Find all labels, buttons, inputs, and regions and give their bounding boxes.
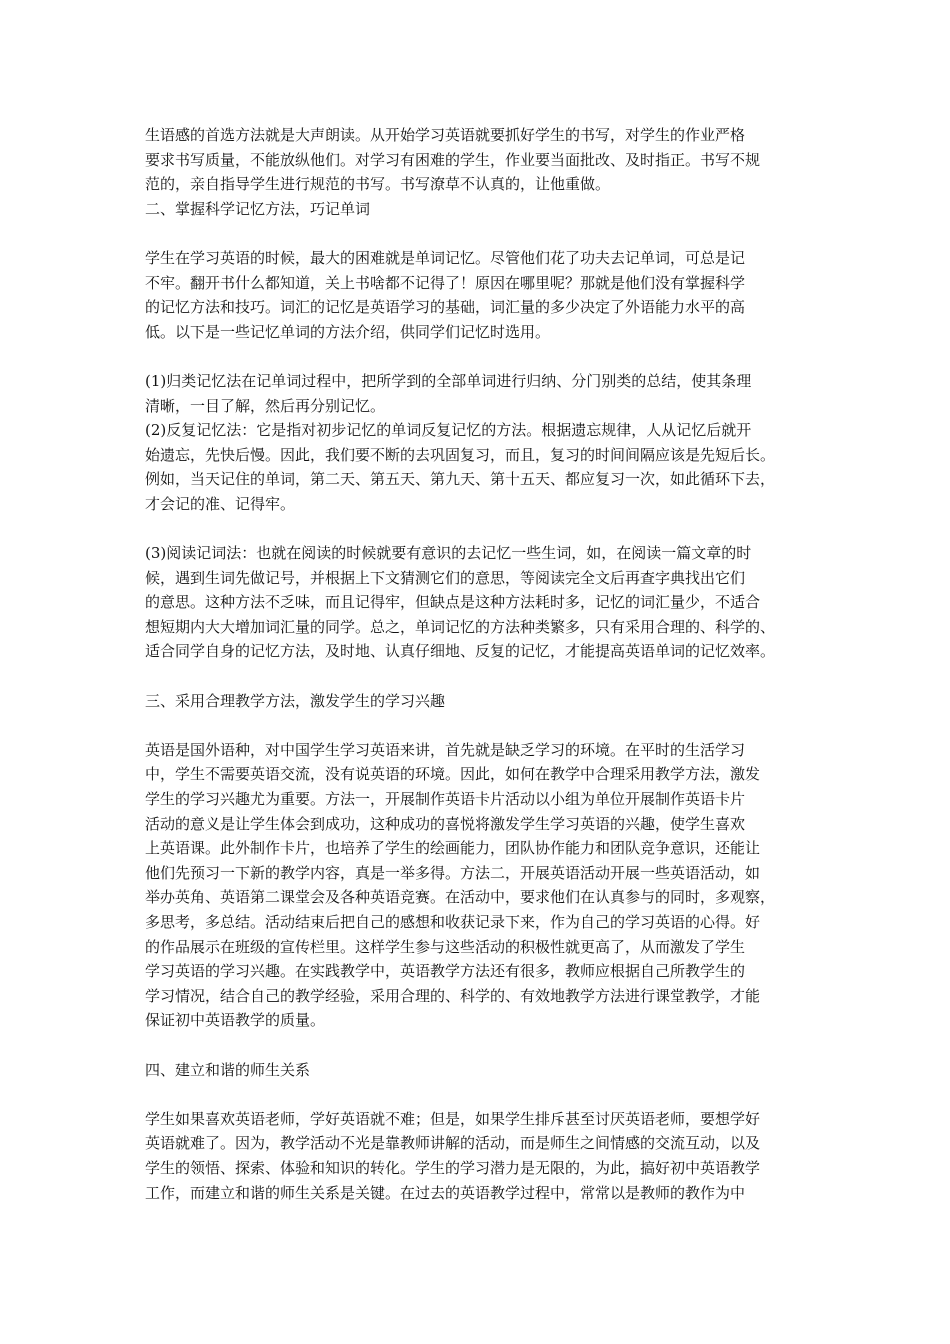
text-line: 的意思。这种方法不乏味，而且记得牢，但缺点是这种方法耗时多，记忆的词汇量少，不适合: [145, 593, 761, 612]
text-line: 工作，而建立和谐的师生关系是关键。在过去的英语教学过程中，常常以是教师的教作为中: [145, 1183, 746, 1202]
text-line: 举办英角、英语第二课堂会及各种英语竞赛。在活动中，要求他们在认真参与的同时，多观察，: [145, 888, 776, 907]
text-line: 他们先预习一下新的教学内容，真是一举多得。方法二，开展英语活动开展一些英语活动，如: [145, 863, 761, 882]
paragraph-spacer: [145, 713, 817, 738]
text-line: 的作品展示在班级的宣传栏里。这样学生参与这些活动的积极性就更高了，从而激发了学生: [145, 937, 746, 956]
text-line: 始遗忘，先快后慢。因此，我们要不断的去巩固复习，而且，复习的时间间隔应该是先短后长。: [145, 445, 776, 464]
text-line: 中，学生不需要英语交流，没有说英语的环境。因此，如何在教学中合理采用教学方法，激发: [145, 765, 761, 784]
text-line: 不牢。翻开书什么都知道，关上书啥都不记得了！原因在哪里呢？那就是他们没有掌握科学: [145, 273, 746, 292]
text-line: 学习英语的学习兴趣。在实践教学中，英语教学方法还有很多，教师应根据自己所教学生的: [145, 962, 746, 981]
text-line: 想短期内大大增加词汇量的同学。总之，单词记忆的方法种类繁多，只有采用合理的、科学的、: [145, 617, 776, 636]
text-line: 学生如果喜欢英语老师，学好英语就不难；但是，如果学生排斥甚至讨厌英语老师，要想学好: [145, 1109, 761, 1128]
paragraph-spacer: [145, 344, 817, 369]
text-line: 适合同学自身的记忆方法，及时地、认真仔细地、反复的记忆，才能提高英语单词的记忆效率。: [145, 642, 776, 661]
paragraph-teacher-student: [145, 1107, 817, 1205]
text-line: 学生的领悟、探索、体验和知识的转化。学生的学习潜力是无限的，为此，搞好初中英语教学: [145, 1158, 761, 1177]
text-line: (3)阅读记词法：也就在阅读的时候就要有意识的去记忆一些生词，如，在阅读一篇文章的时: [145, 544, 752, 563]
text-line: 活动的意义是让学生体会到成功，这种成功的喜悦将激发学生学习英语的兴趣，使学生喜欢: [145, 814, 746, 833]
paragraph-spacer: [145, 1033, 817, 1058]
text-line: 例如，当天记住的单词，第二天、第五天、第九天、第十五天、都应复习一次，如此循环下去，: [145, 470, 776, 489]
paragraph-spacer: [145, 221, 817, 246]
text-line: 范的，亲自指导学生进行规范的书写。书写潦草不认真的，让他重做。: [145, 175, 611, 194]
paragraph-word-memory: [145, 246, 817, 344]
text-line: 学习情况，结合自己的教学经验，采用合理的、科学的、有效地教学方法进行课堂教学，才能: [145, 986, 761, 1005]
text-line: 要求书写质量，不能放纵他们。对学习有困难的学生，作业要当面批改、及时指正。书写不规: [145, 150, 761, 169]
paragraph-reading-method: [145, 541, 817, 664]
paragraph-teaching-methods: [145, 738, 817, 1033]
text-line: 清晰，一目了解，然后再分别记忆。: [145, 396, 386, 415]
text-line: 英语就难了。因为，教学活动不光是靠教师讲解的活动，而是师生之间情感的交流互动，以及: [145, 1134, 761, 1153]
paragraph-memory-methods: [145, 369, 817, 517]
paragraph-spacer: [145, 664, 817, 689]
text-line: 上英语课。此外制作卡片，也培养了学生的绘画能力，团队协作能力和团队竞争意识，还能让: [145, 839, 761, 858]
text-line: 学生在学习英语的时候，最大的困难就是单词记忆。尽管他们花了功夫去记单词，可总是记: [145, 248, 746, 267]
section-heading-4: 四、建立和谐的师生关系: [145, 1060, 311, 1079]
text-line: 低。以下是一些记忆单词的方法介绍，供同学们记忆时选用。: [145, 322, 551, 341]
text-line: 英语是国外语种，对中国学生学习英语来讲，首先就是缺乏学习的环境。在平时的生活学习: [145, 740, 746, 759]
paragraph-reading-writing: [145, 123, 817, 197]
paragraph-spacer: [145, 517, 817, 542]
text-line: (2)反复记忆法：它是指对初步记忆的单词反复记忆的方法。根据遗忘规律，人从记忆后就开: [145, 421, 752, 440]
text-line: 候，遇到生词先做记号，并根据上下文猜测它们的意思，等阅读完全文后再查字典找出它们: [145, 568, 746, 587]
text-line: 才会记的准、记得牢。: [145, 494, 296, 513]
document-page: [145, 123, 817, 1205]
paragraph-spacer: [145, 1082, 817, 1107]
text-line: 生语感的首选方法就是大声朗读。从开始学习英语就要抓好学生的书写，对学生的作业严格: [145, 126, 746, 144]
text-line: 保证初中英语教学的质量。: [145, 1011, 326, 1030]
section-heading-2: 二、掌握科学记忆方法，巧记单词: [145, 199, 371, 218]
text-line: 的记忆方法和技巧。词汇的记忆是英语学习的基础，词汇量的多少决定了外语能力水平的高: [145, 298, 746, 317]
section-heading-3: 三、采用合理教学方法，激发学生的学习兴趣: [145, 691, 446, 710]
text-line: 多思考，多总结。活动结束后把自己的感想和收获记录下来，作为自己的学习英语的心得。好: [145, 913, 761, 931]
text-line: 学生的学习兴趣尤为重要。方法一，开展制作英语卡片活动以小组为单位开展制作英语卡片: [145, 790, 746, 809]
text-line: (1)归类记忆法在记单词过程中，把所学到的全部单词进行归纳、分门别类的总结，使其条理: [145, 371, 752, 390]
